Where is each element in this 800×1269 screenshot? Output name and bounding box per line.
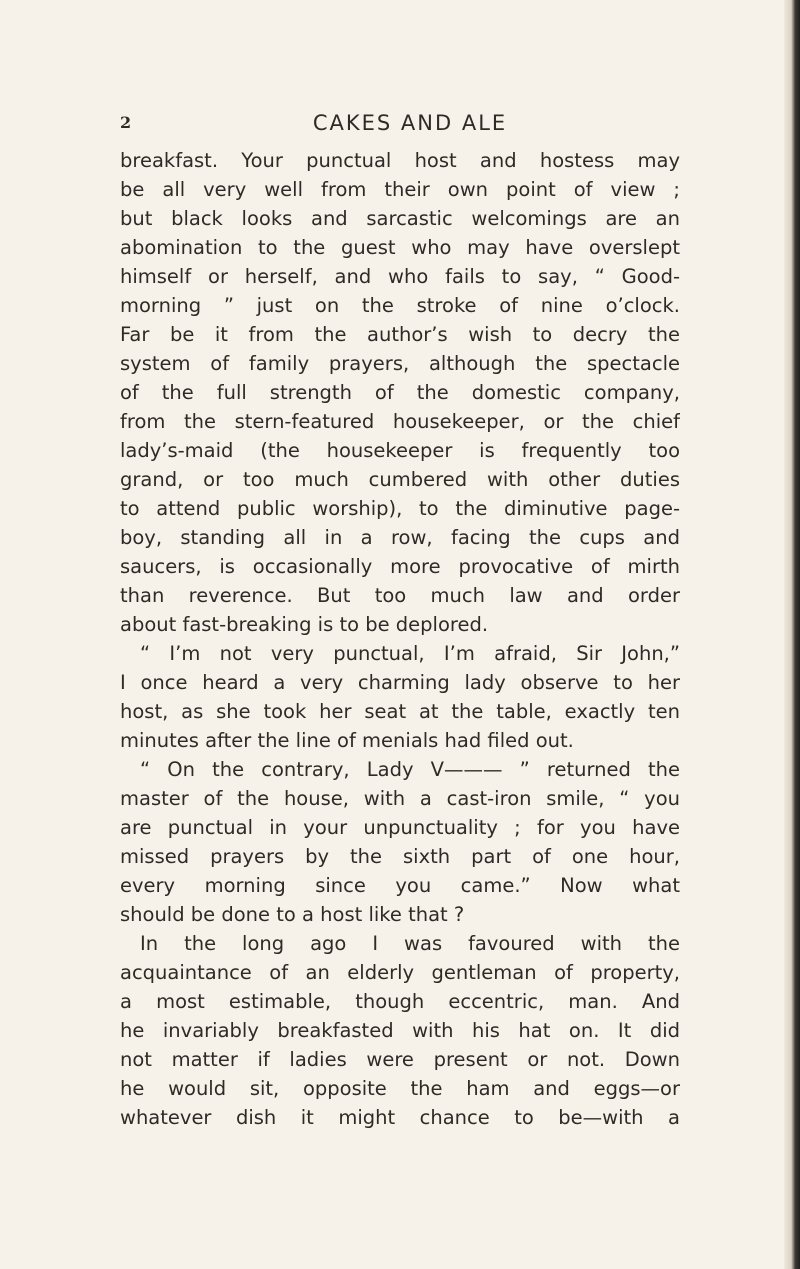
text-line: not matter if ladies were present or not. Down xyxy=(120,1048,680,1071)
text-line: I once heard a very charming lady observe to her xyxy=(120,671,680,694)
text-line: a most estimable, though eccentric, man. And xyxy=(120,990,680,1013)
text-line: he invariably breakfasted with his hat on. It did xyxy=(120,1019,680,1042)
text-line: himself or herself, and who fails to say, “ Good- xyxy=(120,265,680,288)
text-line: abomination to the guest who may have overslept xyxy=(120,236,680,259)
text-line: minutes after the line of menials had filed out. xyxy=(120,729,574,752)
text-line: “ I’m not very punctual, I’m afraid, Sir John,” xyxy=(140,642,680,665)
text-line: breakfast. Your punctual host and hostess may xyxy=(120,149,680,172)
page-edge-shadow xyxy=(784,0,800,1269)
text-line: but black looks and sarcastic welcomings are an xyxy=(120,207,680,230)
running-head xyxy=(120,110,680,136)
text-line: from the stern-featured housekeeper, or the chief xyxy=(120,410,680,433)
text-line: “ On the contrary, Lady V——— ” returned the xyxy=(140,758,680,781)
text-line: master of the house, with a cast-iron smile, “ you xyxy=(120,787,680,810)
text-line: boy, standing all in a row, facing the cups and xyxy=(120,526,680,549)
page-number: 2 xyxy=(120,113,132,132)
body-text xyxy=(120,146,680,1132)
text-line: grand, or too much cumbered with other duties xyxy=(120,468,680,491)
text-line: morning ” just on the stroke of nine o’clock. xyxy=(120,294,680,317)
text-line: than reverence. But too much law and order xyxy=(120,584,680,607)
text-line: missed prayers by the sixth part of one hour, xyxy=(120,845,680,868)
text-line: Far be it from the author’s wish to decry the xyxy=(120,323,680,346)
text-line: every morning since you came.” Now what xyxy=(120,874,680,897)
text-line: system of family prayers, although the spectacle xyxy=(120,352,680,375)
text-line: host, as she took her seat at the table, exactly ten xyxy=(120,700,680,723)
text-line: In the long ago I was favoured with the xyxy=(140,932,680,955)
text-line: should be done to a host like that ? xyxy=(120,903,465,926)
running-title: CAKES AND ALE xyxy=(312,111,508,135)
text-line: are punctual in your unpunctuality ; for you have xyxy=(120,816,680,839)
text-line: be all very well from their own point of view ; xyxy=(120,178,680,201)
text-line: whatever dish it might chance to be—with a xyxy=(120,1106,680,1129)
text-line: of the full strength of the domestic company, xyxy=(120,381,680,404)
text-line: saucers, is occasionally more provocative of mirth xyxy=(120,555,680,578)
text-line: lady’s-maid (the housekeeper is frequently too xyxy=(120,439,680,462)
text-line: he would sit, opposite the ham and eggs—or xyxy=(120,1077,680,1100)
text-line: to attend public worship), to the diminutive page- xyxy=(120,497,680,520)
text-line: acquaintance of an elderly gentleman of property, xyxy=(120,961,680,984)
text-line: about fast-breaking is to be deplored. xyxy=(120,613,489,636)
